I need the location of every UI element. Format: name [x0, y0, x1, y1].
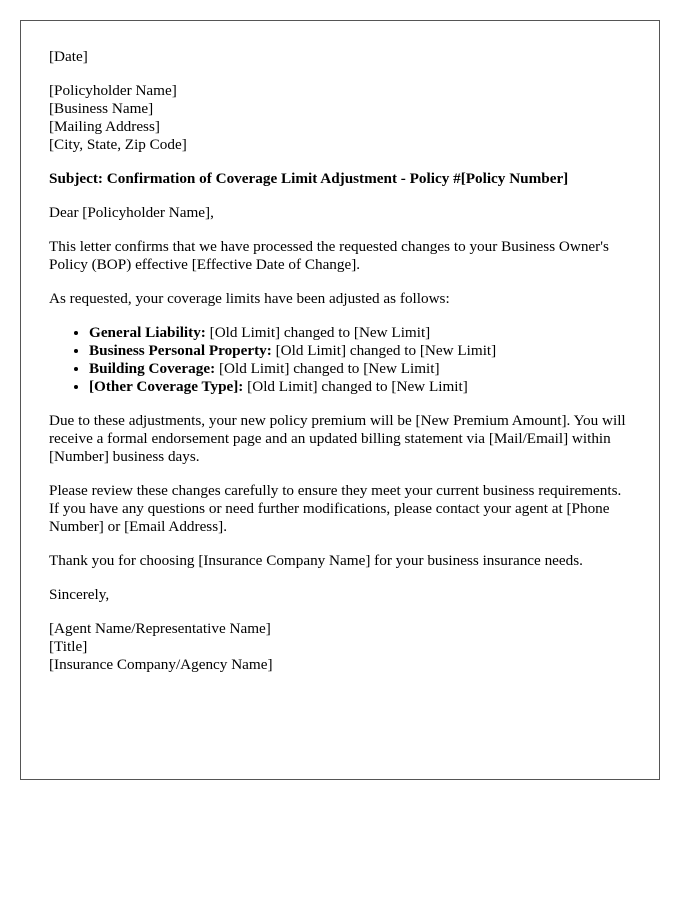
adjustment-label: Building Coverage:: [89, 360, 216, 377]
premium-paragraph: Due to these adjustments, your new policy premium will be [New Premium Amount]. You will receive a formal endorsement page and an updated billing statement via [Mail/Email] within [Number] business days.: [49, 412, 626, 465]
letter-salutation: Dear [Policyholder Name],: [49, 204, 214, 221]
list-item: [89, 342, 631, 360]
letter-page: [20, 20, 660, 780]
thanks-paragraph: Thank you for choosing [Insurance Company Name] for your business insurance needs.: [49, 552, 583, 569]
adjustment-label: General Liability:: [89, 324, 206, 341]
adjustment-text: [Old Limit] changed to [New Limit]: [215, 360, 440, 377]
recipient-address-block: [49, 82, 631, 154]
intro-paragraph: This letter confirms that we have processed the requested changes to your Business Owner's Policy (BOP) effective [Effective Date of Change].: [49, 238, 609, 273]
list-item: [89, 360, 631, 378]
signature-company: [Insurance Company/Agency Name]: [49, 656, 273, 673]
letter-date: [Date]: [49, 48, 88, 65]
adjustment-text: [Old Limit] changed to [New Limit]: [243, 378, 468, 395]
list-item: [89, 378, 631, 396]
adjustment-text: [Old Limit] changed to [New Limit]: [205, 324, 431, 341]
adjustments-list: [49, 324, 631, 396]
adjustments-intro: As requested, your coverage limits have been adjusted as follows:: [49, 290, 450, 307]
recipient-name: [Policyholder Name]: [49, 82, 177, 99]
letter-subject: Subject: Confirmation of Coverage Limit Adjustment - Policy #[Policy Number]: [49, 170, 569, 187]
recipient-address: [Mailing Address]: [49, 118, 160, 135]
review-paragraph: Please review these changes carefully to ensure they meet your current business requirements. If you have any questions or need further modifications, please contact your agent at [Phone Number] or [Email Address].: [49, 482, 622, 535]
letter-closing: Sincerely,: [49, 586, 110, 603]
adjustment-label: [Other Coverage Type]:: [89, 378, 244, 395]
list-item: [89, 324, 631, 342]
signature-title: [Title]: [49, 638, 88, 655]
adjustment-text: [Old Limit] changed to [New Limit]: [271, 342, 497, 359]
recipient-city-state-zip: [City, State, Zip Code]: [49, 136, 187, 153]
signature-name: [Agent Name/Representative Name]: [49, 620, 271, 637]
recipient-business: [Business Name]: [49, 100, 154, 117]
signature-block: [49, 620, 631, 674]
adjustment-label: Business Personal Property:: [89, 342, 272, 359]
